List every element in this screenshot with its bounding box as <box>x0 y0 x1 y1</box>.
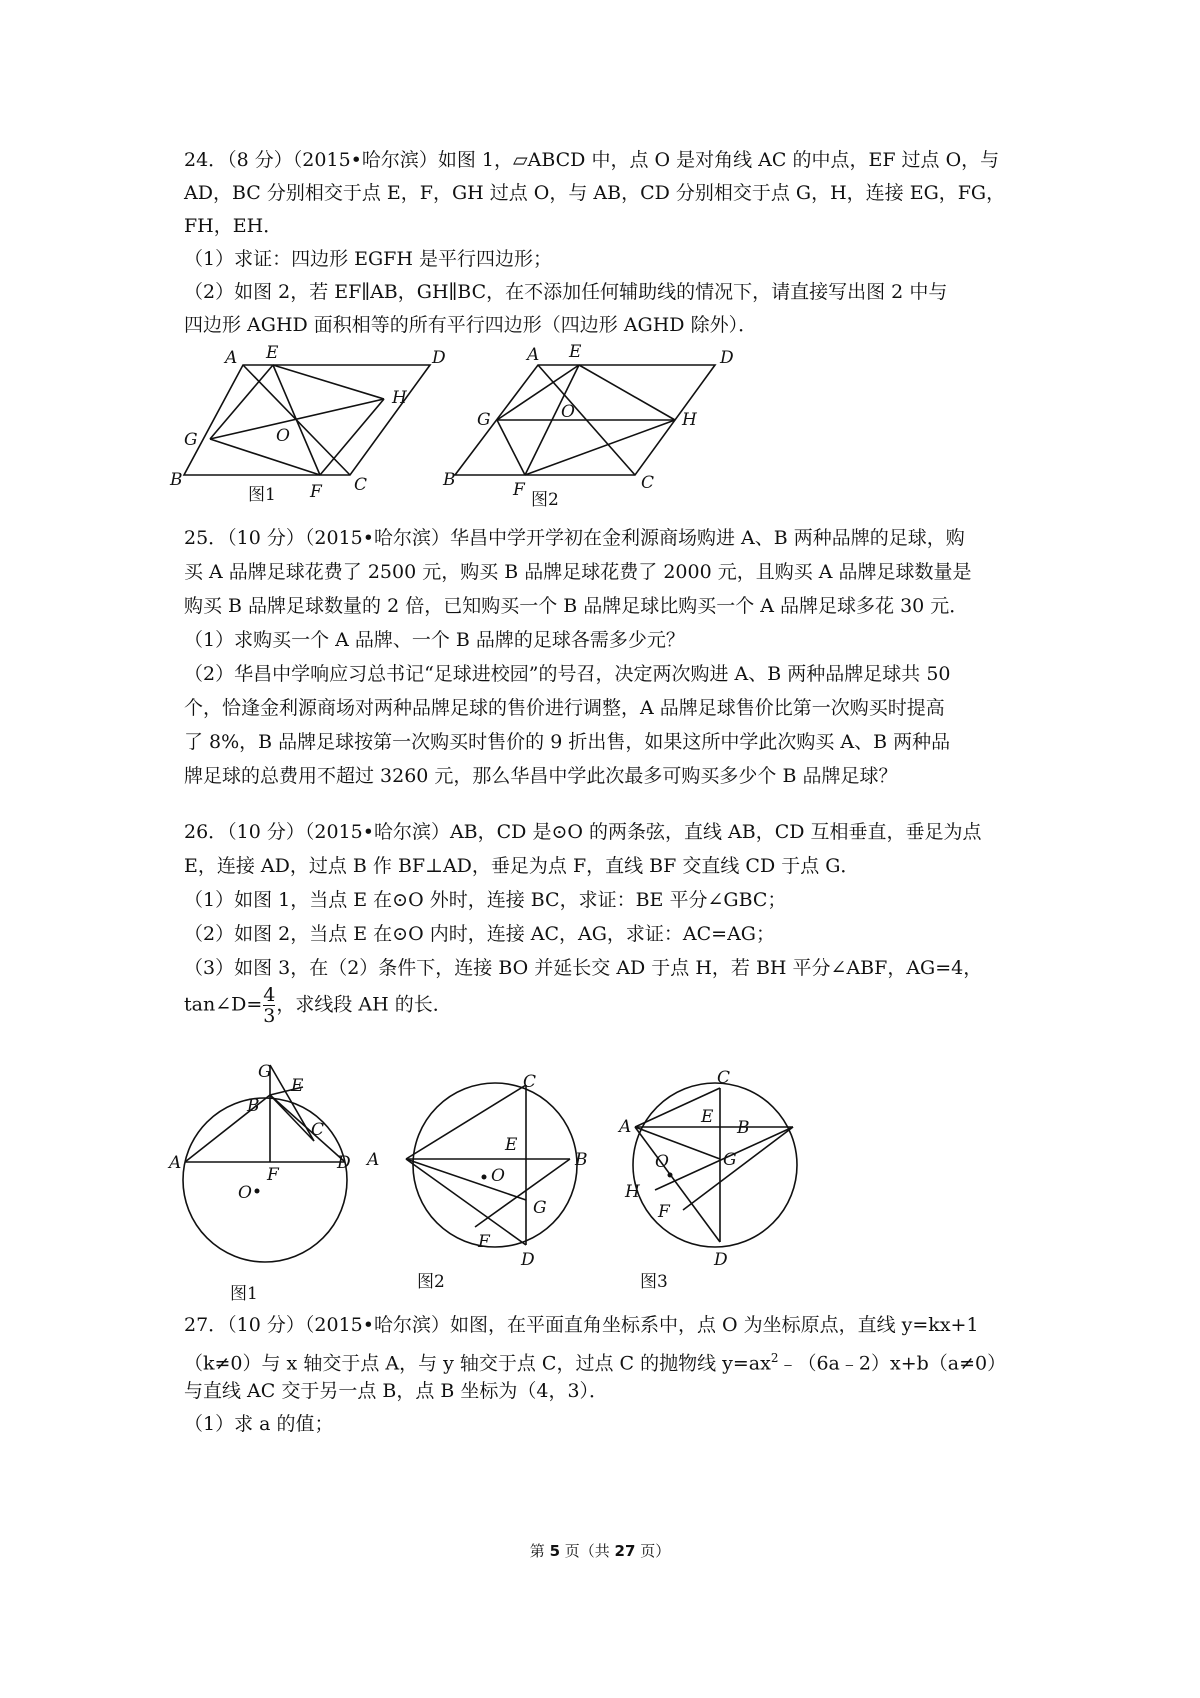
label-A: A <box>619 1117 632 1137</box>
label-D: D <box>337 1153 351 1173</box>
label-C: C <box>641 473 655 493</box>
label-B: B <box>737 1118 750 1138</box>
q27-line-2-a: （k≠0）与 x 轴交于点 A，与 y 轴交于点 C，过点 C 的抛物线 y=ax <box>184 1352 771 1375</box>
label-F: F <box>478 1232 490 1252</box>
page-number: 5 <box>549 1542 560 1560</box>
q26-line-5: （3）如图 3，在（2）条件下，连接 BO 并延长交 AD 于点 H，若 BH 平分∠ABF，AG=4， <box>184 957 983 979</box>
label-O: O <box>655 1152 669 1172</box>
label-C: C <box>311 1120 325 1140</box>
q27-line-1: 27．（10 分）（2015•哈尔滨）如图，在平面直角坐标系中，点 O 为坐标原点，直线 y=kx+1 <box>184 1314 979 1336</box>
q25-line-1: 25．（10 分）（2015•哈尔滨）华昌中学开学初在金利源商场购进 A、B 两种品牌的足球，购 <box>184 527 965 549</box>
q24-line-6: 四边形 AGHD 面积相等的所有平行四边形（四边形 AGHD 除外）． <box>184 314 758 336</box>
q25-line-3: 购买 B 品牌足球数量的 2 倍，已知购买一个 B 品牌足球比购买一个 A 品牌足球多花 30 元． <box>184 595 969 617</box>
q24-line-5: （2）如图 2，若 EF∥AB，GH∥BC，在不添加任何辅助线的情况下，请直接写出图 2 中与 <box>184 281 948 303</box>
q25-line-6: 个，恰逢金利源商场对两种品牌足球的售价进行调整，A 品牌足球售价比第一次购买时提高 <box>184 697 945 719</box>
page-footer <box>0 1540 1200 1561</box>
q24-line-4: （1）求证：四边形 EGFH 是平行四边形； <box>184 248 552 270</box>
tan-denominator: 3 <box>263 1005 276 1027</box>
label-D: D <box>720 348 734 368</box>
footer-mid: 页（共 <box>560 1542 615 1560</box>
exponent: 2 <box>770 1351 779 1365</box>
fig2-caption: 图2 <box>531 490 559 510</box>
q26-line-2: E，连接 AD，过点 B 作 BF⊥AD，垂足为点 F，直线 BF 交直线 CD 于点 G． <box>184 855 860 877</box>
label-C: C <box>523 1072 537 1092</box>
fig3-caption: 图3 <box>640 1272 668 1292</box>
q27-line-2-b: ﹣（6a﹣2）x+b（a≠0） <box>778 1352 1007 1375</box>
label-A: A <box>169 1153 182 1173</box>
label-E: E <box>291 1076 304 1096</box>
label-F: F <box>513 480 525 500</box>
label-C: C <box>354 475 368 495</box>
q25-line-4: （1）求购买一个 A 品牌、一个 B 品牌的足球各需多少元？ <box>184 629 685 651</box>
label-F: F <box>310 482 322 502</box>
q25-line-8: 牌足球的总费用不超过 3260 元，那么华昌中学此次最多可购买多少个 B 品牌足球？ <box>184 765 898 787</box>
label-H: H <box>682 410 697 430</box>
center-dot <box>255 1189 260 1194</box>
q27-line-4: （1）求 a 的值； <box>184 1413 334 1435</box>
label-O: O <box>491 1166 505 1186</box>
label-A: A <box>225 348 238 368</box>
q26-line-3: （1）如图 1，当点 E 在⊙O 外时，连接 BC，求证：BE 平分∠GBC； <box>184 889 787 911</box>
label-A: A <box>527 345 540 365</box>
q25-line-2: 买 A 品牌足球花费了 2500 元，购买 B 品牌足球花费了 2000 元，且购买 A 品牌足球数量是 <box>184 561 972 583</box>
label-B: B <box>575 1150 588 1170</box>
q24-figure-2 <box>443 335 755 510</box>
q24-line-3: FH，EH． <box>184 215 283 237</box>
label-H: H <box>625 1182 640 1202</box>
tan-numerator: 4 <box>263 984 276 1006</box>
q27-line-3: 与直线 AC 交于另一点 B，点 B 坐标为（4，3）． <box>184 1380 609 1402</box>
label-B: B <box>247 1096 260 1116</box>
center-dot <box>668 1173 673 1178</box>
label-E: E <box>266 343 279 363</box>
label-F: F <box>658 1202 670 1222</box>
label-D: D <box>521 1250 535 1270</box>
q26-line-6 <box>184 985 452 1026</box>
total-pages: 27 <box>614 1542 636 1560</box>
label-F: F <box>267 1165 279 1185</box>
footer-pre: 第 <box>529 1542 550 1560</box>
label-O: O <box>238 1183 252 1203</box>
label-B: B <box>443 470 456 490</box>
label-H: H <box>392 388 407 408</box>
label-G: G <box>184 430 198 450</box>
footer-post: 页） <box>635 1542 671 1560</box>
label-E: E <box>569 342 582 362</box>
label-G: G <box>258 1062 272 1082</box>
label-G: G <box>533 1198 547 1218</box>
q26-figure-2 <box>367 1055 605 1295</box>
q26-figure-3 <box>619 1055 825 1295</box>
q24-figure-1 <box>170 335 446 505</box>
label-G: G <box>477 410 491 430</box>
label-E: E <box>701 1107 714 1127</box>
q24-line-2: AD，BC 分别相交于点 E，F，GH 过点 O，与 AB，CD 分别相交于点 G，H，连接 EG，FG， <box>184 182 1006 204</box>
label-O: O <box>561 402 575 422</box>
label-D: D <box>714 1250 728 1270</box>
q25-line-7: 了 8%，B 品牌足球按第一次购买时售价的 9 折出售，如果这所中学此次购买 A、B 两种品 <box>184 731 951 753</box>
label-A: A <box>367 1150 380 1170</box>
label-E: E <box>505 1135 518 1155</box>
q26-line-1: 26．（10 分）（2015•哈尔滨）AB，CD 是⊙O 的两条弦，直线 AB，CD 互相垂直，垂足为点 <box>184 821 982 843</box>
label-B: B <box>170 470 183 490</box>
label-G: G <box>723 1150 737 1170</box>
q26-figure-1 <box>169 1055 385 1310</box>
fig2-caption: 图2 <box>417 1272 445 1292</box>
q27-line-2 <box>184 1346 1006 1375</box>
q26-line-4: （2）如图 2，当点 E 在⊙O 内时，连接 AC，AG，求证：AC=AG； <box>184 923 775 945</box>
q25-line-5: （2）华昌中学响应习总书记“足球进校园”的号召，决定两次购进 A、B 两种品牌足球共 50 <box>184 663 951 685</box>
tan-suffix: ，求线段 AH 的长． <box>276 993 452 1016</box>
tan-prefix: tan∠D= <box>184 993 263 1016</box>
tan-fraction <box>263 985 275 1026</box>
center-dot <box>482 1175 487 1180</box>
q24-fig2-labels <box>442 342 734 510</box>
q24-line-1: 24．（8 分）（2015•哈尔滨）如图 1，▱ABCD 中，点 O 是对角线 AC 的中点，EF 过点 O，与 <box>184 149 1000 171</box>
label-D: D <box>432 348 446 368</box>
label-C: C <box>717 1068 731 1088</box>
fig1-caption: 图1 <box>230 1284 258 1304</box>
fig1-caption: 图1 <box>248 485 276 505</box>
label-O: O <box>276 426 290 446</box>
